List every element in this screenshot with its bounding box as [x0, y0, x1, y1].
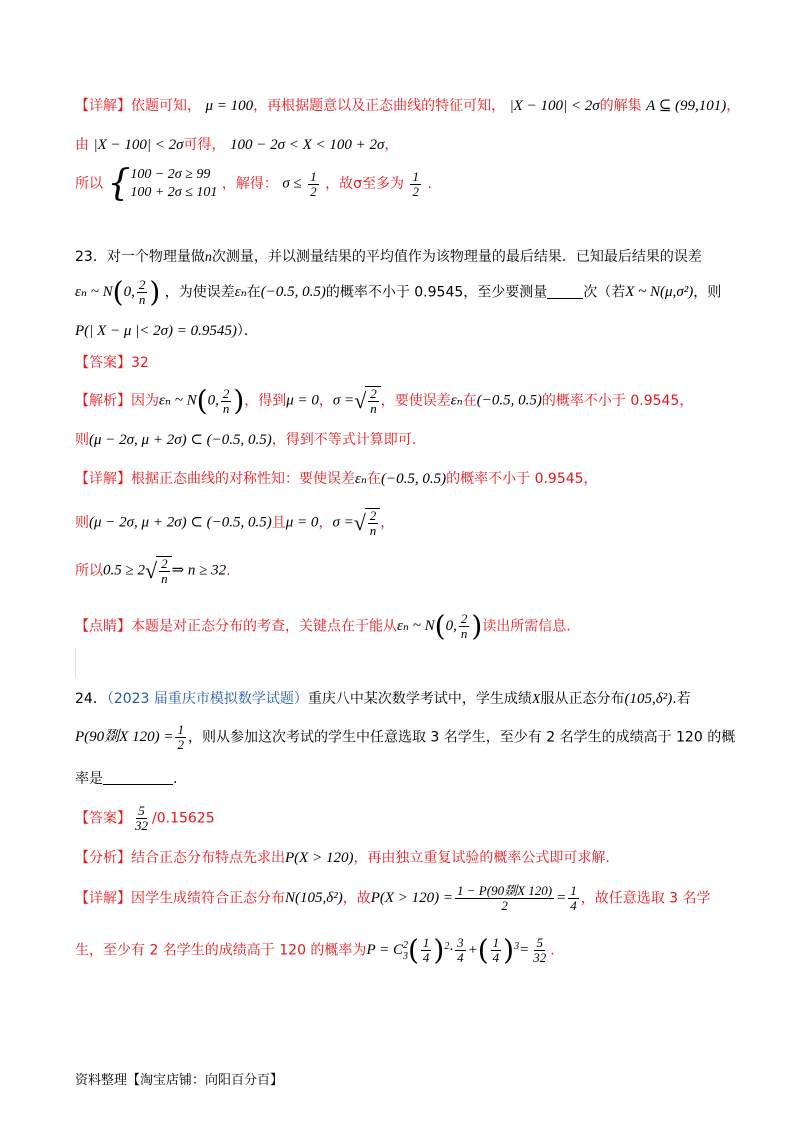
- fraction: [133, 804, 150, 833]
- numerator: 1: [177, 722, 184, 737]
- comment-23: 【点睛】本题是对正态分布的考查，关键点在于能从εₙ ~ N(0, $\frac{2}{n}$ )读出所需信息.: [75, 609, 571, 643]
- formula: |X − 100| < 2σ: [509, 98, 600, 114]
- fraction: [308, 170, 319, 199]
- text: ，再根据题意以及正态曲线的特征可知，: [253, 98, 506, 114]
- fraction: [421, 936, 432, 965]
- formula: εₙ ~ N: [159, 392, 197, 409]
- text: 则: [75, 515, 89, 531]
- question-text: 次（若: [583, 284, 626, 301]
- answer-23: [75, 356, 149, 370]
- detail-24-line1: [75, 884, 711, 913]
- detail-23-line3: [75, 556, 231, 586]
- formula: (−0.5, 0.5): [260, 284, 326, 300]
- numerator: 2: [161, 556, 168, 571]
- numerator: 1: [570, 883, 577, 898]
- text: 因为: [131, 393, 159, 409]
- formula: P(| X − μ |< 2σ) = 0.9545): [75, 323, 237, 339]
- numerator: 1: [310, 168, 317, 184]
- formula: 0.5 ≥ 2: [103, 562, 145, 579]
- text: ，得到: [244, 393, 287, 409]
- formula: σ =: [332, 514, 354, 531]
- question-text: .若: [672, 691, 691, 707]
- text: 的解集: [599, 98, 642, 114]
- text: .: [226, 563, 231, 579]
- fraction: [410, 170, 421, 199]
- formula: +: [467, 942, 478, 958]
- numerator: 2: [369, 508, 377, 523]
- text: ，再由独立重复试验的概率公式即可求解.: [353, 850, 610, 866]
- formula: X: [531, 692, 541, 707]
- inequality-system: { 100 − 2σ ≥ 99 100 + 2σ ≤ 101: [107, 163, 218, 204]
- detail-24-line2: 生，至少有 2 名学生的成绩高于 120 的概率为P = C 2 3 ( $\frac{1}{4}$ )$^2$· $\frac{3}{4}$ +( $\frac{1}{4}$ )$^3$= $\frac{5}{32}$ .: [75, 933, 555, 967]
- p1-line: [75, 99, 740, 114]
- text: 所以: [75, 563, 103, 579]
- text: ，: [318, 393, 333, 409]
- answer-tag: 【答案】: [75, 355, 131, 371]
- formula: 0,: [123, 284, 135, 300]
- text: .: [427, 176, 432, 192]
- denominator: n: [460, 626, 468, 641]
- text: ，故任意选取 3 名学: [580, 890, 711, 907]
- formula: P(90剟X 120) =: [75, 729, 174, 745]
- formula: εₙ ~ N: [75, 284, 113, 300]
- formula: =: [556, 890, 567, 906]
- question-text: .: [173, 771, 178, 787]
- formula: εₙ ~ N: [397, 618, 435, 634]
- numerator: 5: [138, 803, 145, 818]
- detail-tag: 【详解】: [75, 890, 131, 907]
- answer-blank: [103, 784, 173, 785]
- numerator: 1 − P(90剟X 120): [457, 883, 553, 898]
- text: 则: [75, 432, 89, 448]
- question-text: ）．: [236, 323, 258, 339]
- text: 因学生成绩符合正态分布: [131, 890, 285, 907]
- text: ，故σ至多为: [325, 176, 404, 192]
- denominator: n: [222, 400, 230, 416]
- fraction: [137, 278, 148, 307]
- numerator: 3: [457, 935, 464, 950]
- formula: (−0.5, 0.5): [476, 392, 542, 409]
- formula: P = C: [366, 942, 403, 958]
- fraction: [491, 936, 502, 965]
- numerator: 1: [412, 168, 419, 184]
- answer-24: [75, 804, 215, 833]
- fraction: [459, 612, 470, 641]
- formula: A ⊆ (99,101): [646, 98, 727, 114]
- analysis-24: [75, 851, 610, 866]
- fraction: [455, 936, 466, 965]
- page-footer: 资料整理【淘宝店铺：向阳百分百】: [75, 1073, 284, 1088]
- formula: (−0.5, 0.5): [381, 471, 447, 487]
- question-text: 率是: [75, 771, 103, 787]
- margin-rule: [75, 648, 76, 678]
- formula: ·: [449, 942, 454, 958]
- exponent: 2: [444, 940, 450, 952]
- denominator: 2: [412, 183, 419, 199]
- formula: |X − 100| < 2σ: [93, 137, 184, 153]
- question-text: ，则: [693, 284, 722, 301]
- denominator: n: [369, 523, 377, 538]
- text: ，故: [342, 890, 371, 907]
- formula: N(105,δ²): [285, 890, 343, 906]
- formula: (105,δ²): [624, 691, 673, 707]
- question-text: 服从正态分布: [540, 691, 625, 707]
- system-row: 100 + 2σ ≤ 101: [130, 185, 218, 200]
- text: 在: [462, 393, 477, 409]
- formula: μ = 0: [286, 392, 319, 409]
- text: ，解得：: [221, 176, 278, 192]
- formula: P(X > 120) =: [370, 890, 454, 906]
- detail-tag: 【详解】: [75, 471, 131, 487]
- answer-tag: 【答案】: [75, 810, 131, 827]
- question-text: 重庆八中某次数学考试中，学生成绩: [307, 691, 532, 707]
- text: 生，至少有 2 名学生的成绩高于 120 的概率为: [75, 942, 367, 959]
- formula: εₙ: [234, 284, 247, 300]
- text: 所以: [75, 176, 103, 192]
- formula: n: [204, 250, 212, 265]
- text: 可得，: [183, 137, 226, 153]
- system-row: 100 − 2σ ≥ 99: [130, 167, 211, 182]
- question-text: 的概率不小于 0.9545，至少要测量: [325, 284, 548, 301]
- q24-line1: [75, 692, 691, 707]
- question-text: ，为使误差: [164, 284, 235, 301]
- numerator: 2: [138, 277, 146, 292]
- answer-value: 32: [131, 355, 149, 371]
- text: 且: [271, 515, 286, 531]
- formula: μ = 100: [205, 98, 254, 114]
- numerator: 1: [422, 935, 430, 950]
- text: .: [550, 942, 555, 959]
- answer-blank: [547, 298, 583, 299]
- denominator: n: [370, 401, 377, 416]
- square-root: √ $\frac{2}{n}$: [354, 508, 381, 538]
- text: 依题可知，: [131, 98, 201, 114]
- detail-tag: 【详解】: [75, 98, 131, 114]
- formula: 100 − 2σ < X < 100 + 2σ: [229, 137, 385, 153]
- fraction: [221, 387, 232, 416]
- q23-line2: εₙ ~ N(0, $\frac{2}{n}$ ) ，为使误差εₙ在(−0.5, 0.5)的概率不小于 0.9545，至少要测量 次（若X ~ N(μ,σ²)，则: [75, 275, 722, 309]
- analysis-23-line2: [75, 433, 416, 448]
- question-text: ，则从参加这次考试的学生中任意选取 3 名学生，至少有 2 名学生的成绩高于 120 的概: [187, 729, 736, 746]
- text: 由: [75, 137, 89, 153]
- q23-line3: [75, 324, 258, 339]
- text: ，: [318, 515, 333, 531]
- formula: X ~ N(μ,σ²): [625, 284, 694, 300]
- denominator: 4: [422, 950, 430, 965]
- denominator: n: [138, 292, 146, 307]
- comment-tag: 【点睛】: [75, 618, 131, 635]
- formula: σ =: [332, 392, 355, 409]
- analysis-23-line1: 【解析】因为εₙ ~ N(0, $\frac{2}{n}$ )，得到μ = 0，σ = √ $\frac{2}{n}$ ，要使误差εₙ在(−0.5, 0.5)的概率不小于 0.9545，: [75, 384, 694, 417]
- text: 结合正态分布特点先求出: [131, 850, 285, 866]
- p2-line: [75, 138, 398, 153]
- formula: (μ − 2σ, μ + 2σ) ⊂ (−0.5, 0.5): [89, 432, 272, 448]
- formula: εₙ: [450, 392, 463, 409]
- question-text: 在: [246, 284, 261, 301]
- formula: σ ≤: [282, 175, 302, 192]
- fraction: [568, 884, 579, 913]
- question-source: （2023 届重庆市模拟数学试题）: [106, 691, 308, 707]
- formula: (μ − 2σ, μ + 2σ) ⊂ (−0.5, 0.5): [89, 514, 272, 531]
- numerator: 2: [460, 611, 468, 626]
- exponent: 3: [514, 940, 520, 952]
- question-number: 24．: [75, 691, 107, 707]
- formula: ⇒ n ≥ 32: [171, 562, 227, 579]
- formula: 0,: [445, 618, 457, 634]
- formula: μ = 0: [285, 514, 319, 531]
- answer-value: /0.15625: [152, 810, 215, 827]
- detail-23-line1: [75, 472, 598, 487]
- q24-line2: [75, 723, 735, 752]
- p3-line: [75, 163, 432, 204]
- formula: =: [519, 942, 530, 958]
- numerator: 2: [222, 385, 230, 401]
- square-root: √ $\frac{2}{n}$: [354, 386, 381, 416]
- detail-23-line2: [75, 508, 394, 538]
- formula: εₙ: [355, 471, 367, 487]
- question-text: 23．对一个物理量做: [75, 249, 205, 265]
- text: ，要使误差: [380, 393, 451, 409]
- text: 的概率不小于 0.9545，: [541, 393, 694, 409]
- denominator: 2: [177, 737, 184, 752]
- denominator: 4: [570, 898, 577, 913]
- denominator: 2: [310, 183, 317, 199]
- numerator: 5: [536, 935, 543, 950]
- q23-line1: [75, 250, 702, 265]
- text: 根据正态曲线的对称性知：要使误差: [131, 471, 355, 487]
- text: ，得到不等式计算即可.: [271, 432, 417, 448]
- text: 读出所需信息.: [482, 618, 571, 635]
- analysis-tag: 【分析】: [75, 850, 131, 866]
- formula: 0,: [207, 392, 219, 409]
- fraction: [175, 723, 186, 752]
- numerator: 2: [370, 386, 377, 401]
- question-text: 次测量，并以测量结果的平均值作为该物理量的最后结果．已知最后结果的误差: [211, 249, 702, 265]
- square-root: √ $\frac{2}{n}$: [145, 556, 172, 586]
- superscript: 2: [402, 939, 408, 951]
- analysis-tag: 【解析】: [75, 393, 131, 409]
- text: 在: [367, 471, 381, 487]
- text: ，: [380, 515, 395, 531]
- denominator: 32: [135, 818, 148, 833]
- subscript: 3: [402, 950, 408, 962]
- text: ，: [726, 98, 741, 114]
- q24-line3: [75, 772, 177, 786]
- text: ，: [384, 137, 399, 153]
- fraction: [531, 936, 548, 965]
- text: 本题是对正态分布的考查，关键点在于能从: [131, 618, 397, 635]
- denominator: 32: [533, 950, 547, 965]
- numerator: 1: [492, 935, 500, 950]
- denominator: 4: [492, 950, 500, 965]
- formula: P(X > 120): [285, 850, 354, 866]
- denominator: n: [161, 571, 168, 586]
- denominator: 4: [457, 950, 464, 965]
- denominator: 2: [501, 898, 508, 913]
- fraction: [455, 884, 554, 913]
- text: 的概率不小于 0.9545，: [446, 471, 598, 487]
